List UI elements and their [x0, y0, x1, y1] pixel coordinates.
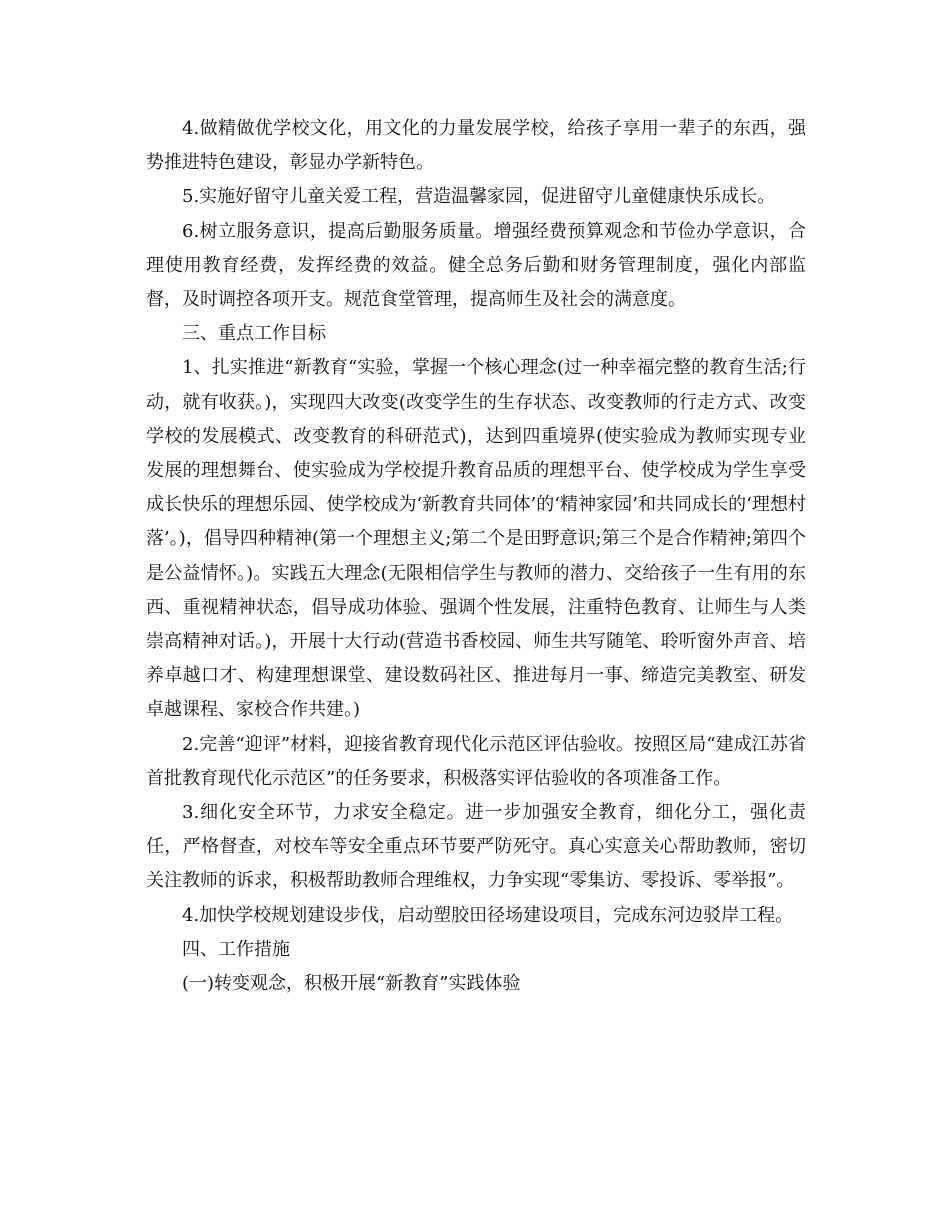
paragraph-campus-construction: 4.加快学校规划建设步伐，启动塑胶田径场建设项目，完成东河边驳岸工程。 [182, 904, 794, 926]
paragraph-service: 6.树立服务意识，提高后勤服务质量。增强经费预算观念和节俭办学意识，合理使用教育经费，发挥经费的效益。健全总务后勤和财务管理制度，强化内部监督，及时调控各项开支。规范食堂管理，提高师生及社会的满意度。 [146, 220, 806, 311]
subheading-change-concepts: (一)转变观念，积极开展“新教育”实践体验 [182, 973, 521, 995]
paragraph-left-behind-children: 5.实施好留守儿童关爱工程，营造温馨家园，促进留守儿童健康快乐成长。 [182, 186, 776, 208]
paragraph-culture: 4.做精做优学校文化，用文化的力量发展学校，给孩子享用一辈子的东西，强势推进特色建设，彰显办学新特色。 [146, 118, 806, 174]
paragraph-evaluation: 2.完善“迎评”材料，迎接省教育现代化示范区评估验收。按照区局“建成江苏省首批教育现代化示范区”的任务要求，积极落实评估验收的各项准备工作。 [146, 733, 806, 789]
section-heading-key-goals: 三、重点工作目标 [182, 323, 326, 345]
paragraph-new-education: 1、扎实推进“新教育“实验，掌握一个核心理念(过一种幸福完整的教育生活;行动，就有收获。)，实现四大改变(改变学生的生存状态、改变教师的行走方式、改变学校的发展模式、改变教育的科研范式)，达到四重境界(使实验成为教师实现专业发展的理想舞台、使实验成为学校提升教育品质的理想平台、使学校成为学生享受成长快乐的理想乐园、使学校成为‘新教育共同体’的‘精神家园’和共同成长的‘理想村落’。)，倡导四种精神(第一个理想主义;第二个是田野意识;第三个是合作精神;第四个是公益情怀。)。实践五大理念(无限相信学生与教师的潜力、交给孩子一生有用的东西、重视精神状态，倡导成功体验、强调个性发展，注重特色教育、让师生与人类崇高精神对话。)，开展十大行动(营造书香校园、师生共写随笔、聆听窗外声音、培养卓越口才、构建理想课堂、建设数码社区、推进每月一事、缔造完美教室、研发卓越课程、家校合作共建。) [146, 357, 806, 721]
document-body [146, 112, 806, 1001]
paragraph-safety: 3.细化安全环节，力求安全稳定。进一步加强安全教育，细化分工，强化责任，严格督查，对校车等安全重点环节要严防死守。真心实意关心帮助教师，密切关注教师的诉求，积极帮助教师合理维权，力争实现“零集访、零投诉、零举报”。 [146, 802, 806, 892]
section-heading-measures: 四、工作措施 [182, 938, 290, 960]
